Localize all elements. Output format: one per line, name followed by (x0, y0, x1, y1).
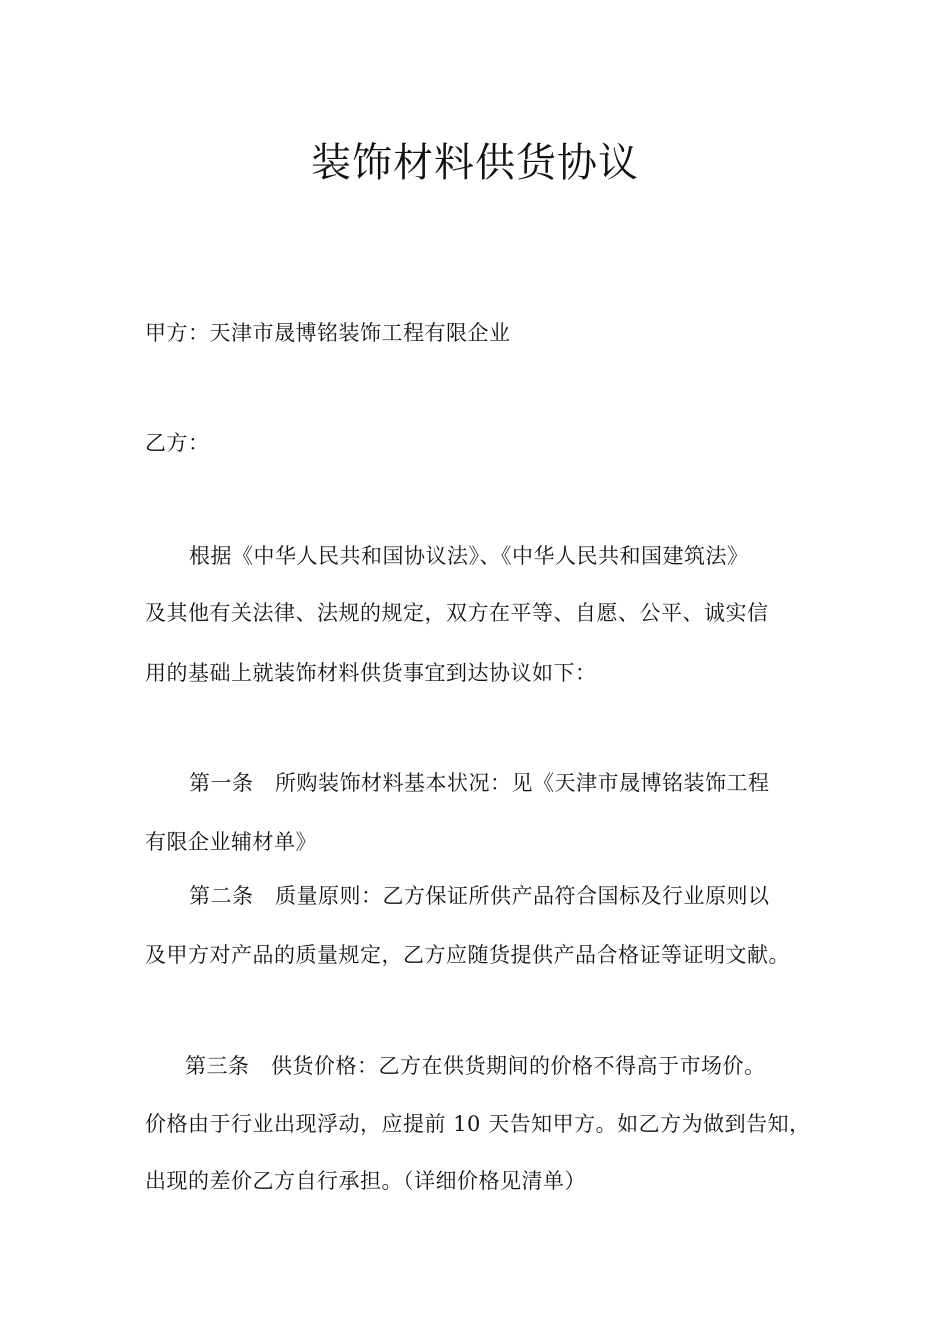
article2-line-2: 及甲方对产品的质量规定，乙方应随货提供产品合格证等证明文献。 (145, 943, 790, 967)
article3-line-2: 价格由于行业出现浮动，应提前 10 天告知甲方。如乙方为做到告知， (145, 1112, 811, 1136)
party-b-line: 乙方： (145, 431, 210, 455)
document-title: 装饰材料供货协议 (311, 140, 639, 186)
preamble-line-3: 用的基础上就装饰材料供货事宜到达协议如下： (145, 661, 597, 685)
article3-line-3: 出现的差价乙方自行承担。（详细价格见清单） (145, 1169, 586, 1193)
preamble-line-1: 根据《中华人民共和国协议法》、《中华人民共和国建筑法》 (189, 544, 749, 568)
preamble-line-2: 及其他有关法律、法规的规定，双方在平等、自愿、公平、诚实信 (145, 601, 769, 625)
party-a-line: 甲方：天津市晟博铭装饰工程有限企业 (145, 321, 511, 345)
article2-line-1: 第二条 质量原则：乙方保证所供产品符合国标及行业原则以 (189, 884, 770, 908)
article1-line-1: 第一条 所购装饰材料基本状况：见《天津市晟博铭装饰工程 (189, 771, 770, 795)
article3-line-1: 第三条 供货价格：乙方在供货期间的价格不得高于市场价。 (185, 1054, 766, 1078)
article1-line-2: 有限企业辅材单》 (145, 830, 317, 854)
